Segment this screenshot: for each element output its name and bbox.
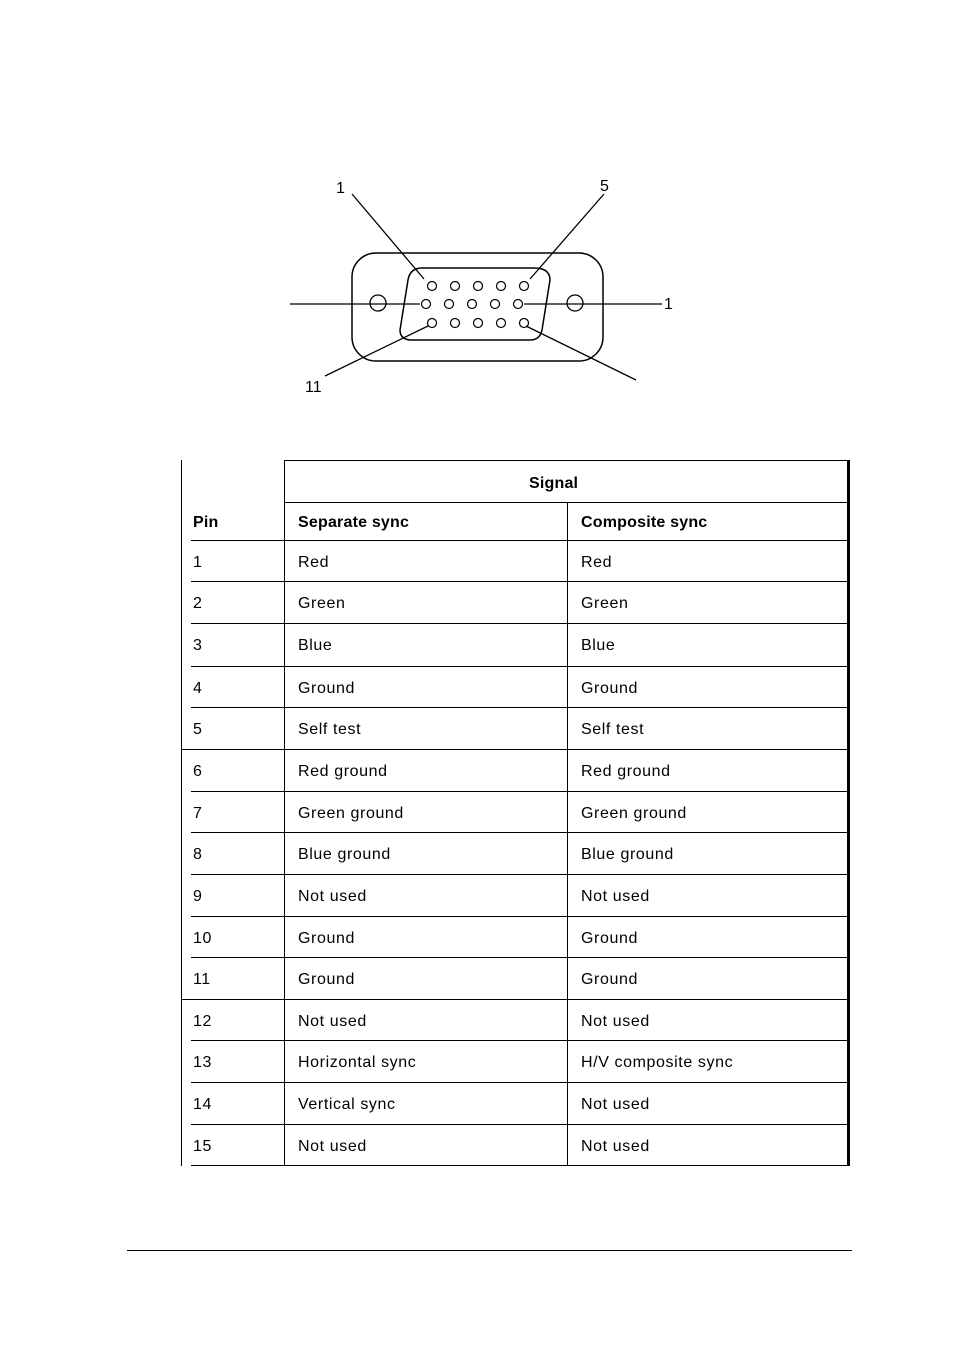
leader-pin5	[530, 194, 604, 279]
cell-composite-sync: Ground	[581, 971, 638, 988]
cell-pin: 1	[193, 554, 203, 571]
row-rule	[191, 1124, 847, 1125]
leader-pin15	[526, 326, 636, 380]
cell-pin: 13	[193, 1054, 212, 1071]
header-pin: Pin	[193, 514, 219, 531]
leader-pin11	[325, 326, 428, 376]
cell-composite-sync: Not used	[581, 1096, 650, 1113]
cell-separate-sync: Blue	[298, 637, 333, 654]
cell-separate-sync: Not used	[298, 888, 367, 905]
cell-composite-sync: Not used	[581, 1013, 650, 1030]
header-top-rule	[284, 460, 847, 461]
pin-hole-5	[520, 282, 529, 291]
row-rule	[191, 916, 847, 917]
cell-composite-sync: Green ground	[581, 805, 687, 822]
label-pin-11: 11	[305, 379, 322, 396]
header-composite-sync: Composite sync	[581, 514, 708, 531]
cell-separate-sync: Self test	[298, 721, 362, 738]
row-rule	[191, 832, 847, 833]
header-signal-rule	[284, 502, 847, 503]
cell-pin: 9	[193, 888, 203, 905]
cell-pin: 2	[193, 595, 203, 612]
table-right-border	[847, 460, 850, 1166]
row-rule	[181, 749, 847, 750]
cell-pin: 8	[193, 846, 203, 863]
table-bottom-rule	[191, 1165, 847, 1166]
cell-pin: 11	[193, 971, 211, 988]
cell-composite-sync: Ground	[581, 930, 638, 947]
cell-pin: 15	[193, 1138, 212, 1155]
cell-separate-sync: Not used	[298, 1013, 367, 1030]
cell-composite-sync: H/V composite sync	[581, 1054, 734, 1071]
cell-composite-sync: Not used	[581, 1138, 650, 1155]
cell-separate-sync: Ground	[298, 680, 355, 697]
col-separator-pin	[284, 460, 285, 1166]
row-rule	[181, 999, 847, 1000]
mounting-hole-right	[567, 295, 583, 311]
cell-composite-sync: Not used	[581, 888, 650, 905]
pin-hole-7	[445, 300, 454, 309]
cell-pin: 7	[193, 805, 203, 822]
row-rule	[191, 540, 847, 541]
pin-hole-9	[491, 300, 500, 309]
cell-composite-sync: Ground	[581, 680, 638, 697]
cell-composite-sync: Blue	[581, 637, 616, 654]
pin-hole-14	[497, 319, 506, 328]
label-pin-10: 1	[664, 296, 673, 313]
cell-pin: 4	[193, 680, 203, 697]
pin-hole-1	[428, 282, 437, 291]
cell-separate-sync: Ground	[298, 971, 355, 988]
cell-separate-sync: Green	[298, 595, 346, 612]
pin-hole-4	[497, 282, 506, 291]
cell-separate-sync: Blue ground	[298, 846, 391, 863]
pin-hole-3	[474, 282, 483, 291]
pin-hole-12	[451, 319, 460, 328]
row-rule	[191, 957, 847, 958]
pin-holes	[422, 282, 529, 328]
cell-pin: 3	[193, 637, 203, 654]
row-rule	[191, 874, 847, 875]
cell-separate-sync: Red ground	[298, 763, 388, 780]
cell-separate-sync: Red	[298, 554, 330, 571]
pin-hole-6	[422, 300, 431, 309]
cell-composite-sync: Green	[581, 595, 629, 612]
cell-separate-sync: Not used	[298, 1138, 367, 1155]
cell-composite-sync: Blue ground	[581, 846, 674, 863]
pin-hole-2	[451, 282, 460, 291]
cell-composite-sync: Red ground	[581, 763, 671, 780]
cell-separate-sync: Horizontal sync	[298, 1054, 417, 1071]
row-rule	[191, 707, 847, 708]
pin-table	[181, 460, 851, 1166]
mounting-hole-left	[370, 295, 386, 311]
leader-pin1	[352, 194, 424, 279]
connector-diagram	[0, 0, 954, 420]
row-rule	[191, 1040, 847, 1041]
cell-pin: 10	[193, 930, 212, 947]
row-rule	[191, 581, 847, 582]
col-separator-signal	[567, 502, 568, 1166]
row-rule	[191, 666, 847, 667]
footer-rule	[127, 1250, 852, 1251]
cell-pin: 5	[193, 721, 203, 738]
cell-pin: 14	[193, 1096, 212, 1113]
cell-pin: 12	[193, 1013, 212, 1030]
header-signal: Signal	[529, 475, 579, 492]
row-rule	[191, 791, 847, 792]
label-pin-1: 1	[336, 180, 345, 197]
table-left-border	[181, 460, 182, 1166]
pin-hole-11	[428, 319, 437, 328]
cell-separate-sync: Ground	[298, 930, 355, 947]
cell-composite-sync: Red	[581, 554, 613, 571]
label-pin-5: 5	[600, 178, 609, 195]
header-separate-sync: Separate sync	[298, 514, 410, 531]
cell-separate-sync: Vertical sync	[298, 1096, 396, 1113]
row-rule	[191, 1082, 847, 1083]
cell-pin: 6	[193, 763, 203, 780]
pin-hole-13	[474, 319, 483, 328]
pin-hole-8	[468, 300, 477, 309]
pin-hole-10	[514, 300, 523, 309]
row-rule	[191, 623, 847, 624]
cell-separate-sync: Green ground	[298, 805, 404, 822]
cell-composite-sync: Self test	[581, 721, 645, 738]
